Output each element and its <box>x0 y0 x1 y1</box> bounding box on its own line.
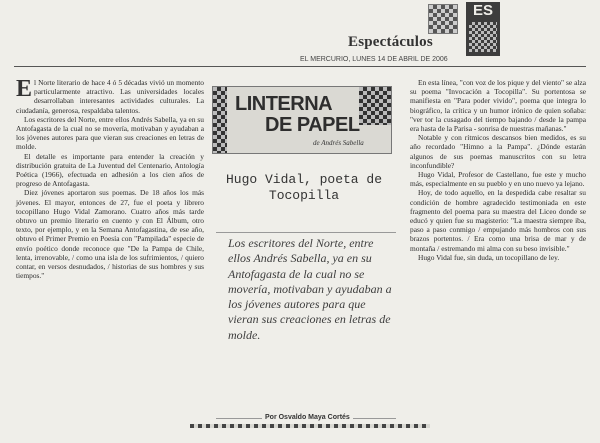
paragraph: Los escritores del Norte, entre ellos Andrés Sabella, ya en su Antofagasta de la cual no se movería, motivaban y ayudaban a los jóvenes autores para que vieran sus creaciones en letras de molde. <box>16 114 204 152</box>
header-divider <box>14 66 586 67</box>
paragraph: Notable y con rítmicos descansos bien medidos, es su año recordado "Himno a la Pampa". ¿Dónde estarán algunos de sus poemas manuscritos con su letra inconfundible? <box>410 133 586 170</box>
date-line: EL MERCURIO, LUNES 14 DE ABRIL DE 2006 <box>300 56 448 63</box>
section-logo-text: ES <box>472 2 493 19</box>
checker-pattern-icon <box>469 22 497 52</box>
article-right-column <box>410 78 586 262</box>
banner-byline: de Andrés Sabella <box>313 139 364 147</box>
paragraph: Diez jóvenes aportaron sus poemas. De 18 años los más jóvenes. El mayor, entonces de 27, fue el poeta y librero tocopillano Hugo Vidal Zamorano. Cuatro años más tarde obtuvo un premio literario en cuento y con El Álbum, otro texto, por ejemplo, y en la Semana Antofagastina, de ese año, obtuvo el Primer Premio en Poesía con "Pampilada" especie de envío poético donde reconoce que "De la Pampa de Chile, lenta, irrenovable, / como una isla de los sufrimientos, / quiero contar, en versos desnudados, / historias de sus hombres y sus tiempos." <box>16 188 204 281</box>
author-byline: Por Osvaldo Maya Cortés <box>262 414 353 421</box>
paragraph: El Norte literario de hace 4 ó 5 décadas vivió un momento particularmente atractivo. Las universidades locales desarrollaban interesantes actividades culturales. La ciudadanía, generosa, respaldaba talentos. <box>16 76 204 115</box>
paragraph: Hugo Vidal, Profesor de Castellano, fue este y mucho más, especialmente en su pueblo y en uno nuevo ya lejano. <box>410 170 586 189</box>
column-banner <box>212 86 392 154</box>
pull-quote: Los escritores del Norte, entre ellos Andrés Sabella, ya en su Antofagasta de la cual no se movería, motivaban y ayudaban a los jóvenes autores para que vieran sus creaciones en letras de molde. <box>228 236 392 342</box>
paragraph: El detalle es importante para entender la creación y distribución gratuita de La Juventud del Centenario, Antología Poética (1966), efectuada en adhesión a los cien años de progreso de Antofagasta. <box>16 151 204 189</box>
section-title: Espectáculos <box>348 34 433 50</box>
checker-pattern-icon <box>213 87 227 153</box>
paragraph: Hugo Vidal fue, sin duda, un tocopillano de ley. <box>418 252 560 262</box>
article-left-column <box>16 78 204 280</box>
quote-divider <box>216 232 396 233</box>
footer-decoration <box>190 424 430 428</box>
banner-title-line2: DE PAPEL <box>265 114 360 136</box>
article-title: Hugo Vidal, poeta de Tocopilla <box>225 172 383 203</box>
section-logo-pattern-icon <box>428 4 458 34</box>
drop-cap: E <box>16 76 33 102</box>
banner-title-line1: LINTERNA <box>235 93 333 115</box>
checker-pattern-icon <box>359 87 391 125</box>
section-logo <box>466 2 500 56</box>
paragraph: Hoy, de todo aquello, en la despedida cabe resaltar su condición de hombre agradecido testimoniada en este fragmento del poema para su maestra del Liceo donde se educó y quien fue su magisterio: "La maestra siempre iba, paso a paso conmigo / empujando más hombros con sus brazos portentos. / Era como una brisa de mar y de montaña / estremando mi alma con su beso invisible." <box>410 188 586 253</box>
paragraph: En esta línea, "con voz de los pique y del viento" se alza su poema "Invocación a Tocopilla". Su portentosa se manifiesta en "Para poder vivido", poema que integra lo biográfico, la crítica y un humor irónico de quien soñaba: "ver tor la cusagado del tiempo bajando / desde la pampa era hasta de la Parisa - sonrisa de nuestras mañanas." <box>410 78 586 134</box>
